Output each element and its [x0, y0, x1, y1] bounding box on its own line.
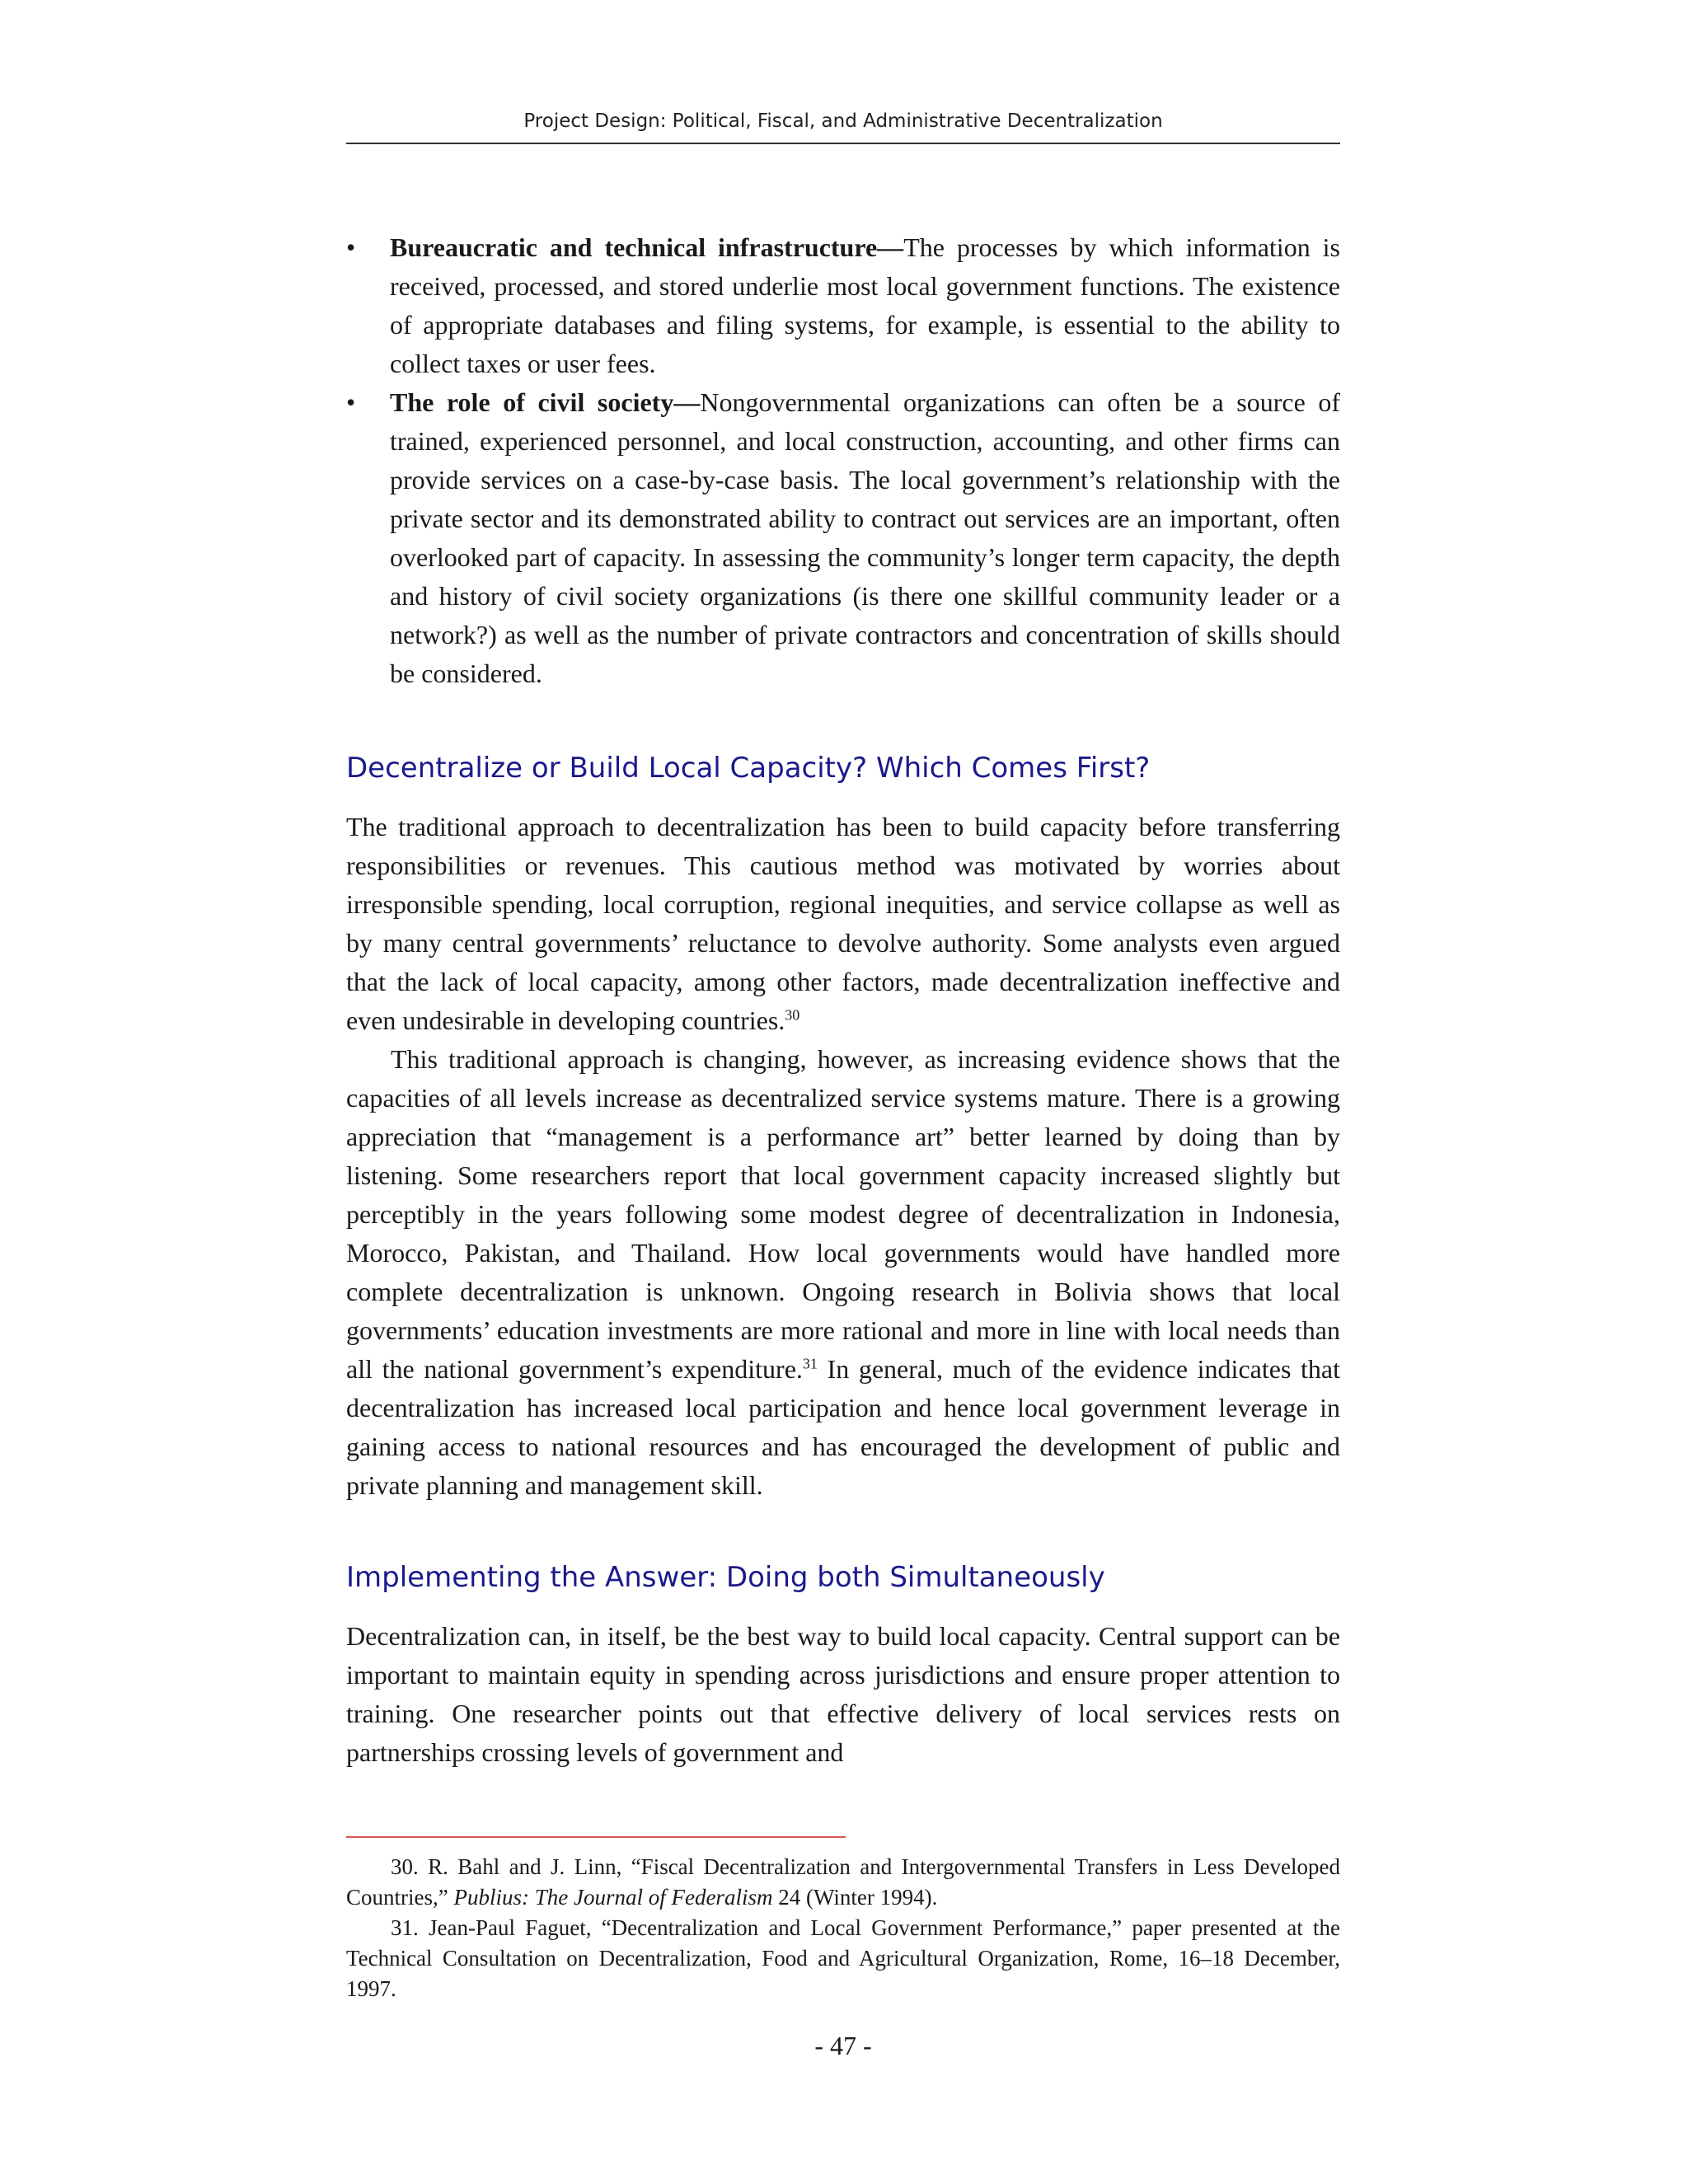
footnotes [346, 1852, 1340, 2004]
bullet-text: The processes by which information is received, processed, and stored underlie most local government functions. The existence of appropriate databases and filing systems, for example, is essential to the ability to collect taxes or user fees. [390, 232, 1341, 378]
footnote-30 [346, 1852, 1340, 1913]
paragraph-text: The traditional approach to decentralization has been to build capacity before transferring responsibilities or revenues. This cautious method was motivated by worries about irresponsible spending, local corruption, regional inequities, and service collapse as well as by many central governments’ reluctance to devolve authority. Some analysts even argued that the lack of local capacity, among other factors, made decentralization ineffective and even undesirable in developing countries. [346, 812, 1340, 1035]
bullet-term: Bureaucratic and technical infrastructure— [390, 232, 904, 262]
footnote-text: 30. R. Bahl and J. Linn, “Fiscal Decentralization and Intergovernmental Transfers in Less Developed Countries,” [346, 1854, 1340, 1910]
footnote-journal-title: Publius: The Journal of Federalism [453, 1885, 773, 1910]
footnote-text: 24 (Winter 1994). [772, 1885, 938, 1910]
header-rule [346, 143, 1340, 144]
bullet-text: Nongovernmental organizations can often be a source of trained, experienced personnel, and local construction, accounting, and other firms can provide services on a case-by-case basis. The local government’s relationship with the private sector and its demonstrated ability to contract out services are an important, often overlooked part of capacity. In assessing the community’s longer term capacity, the depth and history of civil society organizations (is there one skillful community leader or a network?) as well as the number of private contractors and concentration of skills should be considered. [390, 387, 1341, 688]
body-paragraph: Decentralization can, in itself, be the best way to build local capacity. Central support can be important to maintain equity in spending across jurisdictions and ensure proper attention to training. One researcher points out that effective delivery of local services rests on partnerships crossing levels of government and [346, 1621, 1340, 1767]
bullet-item-infrastructure [346, 228, 1340, 383]
running-head: Project Design: Political, Fiscal, and Administrative Decentralization [523, 110, 1163, 132]
bullet-term: The role of civil society— [390, 387, 701, 417]
footnote-text: 31. Jean-Paul Faguet, “Decentralization and Local Government Performance,” paper presented at the Technical Consultation on Decentralization, Food and Agricultural Organization, Rome, 16–18 December, 1997. [346, 1915, 1340, 2001]
section-heading-implementing: Implementing the Answer: Doing both Simultaneously [346, 1561, 1105, 1594]
bullet-icon: • [346, 387, 356, 417]
page-number: - 47 - [814, 2031, 872, 2060]
paragraph-text: This traditional approach is changing, however, as increasing evidence shows that the capacities of all levels increase as decentralized service systems mature. There is a growing appreciation that “management is a performance art” better learned by doing than by listening. Some researchers report that local government capacity increased slightly but perceptibly in the years following some modest degree of decentralization in Indonesia, Morocco, Pakistan, and Thailand. How local governments would have handled more complete decentralization is unknown. Ongoing research in Bolivia shows that local governments’ education investments are more rational and more in line with local needs than all the national government’s expenditure. [346, 1044, 1340, 1384]
footnote-31 [346, 1913, 1340, 2004]
section-heading-capacity: Decentralize or Build Local Capacity? Which Comes First? [346, 752, 1151, 785]
footnote-ref-31[interactable]: 31 [802, 1355, 818, 1372]
body-paragraph [346, 808, 1340, 1040]
bullet-list [346, 228, 1340, 693]
paragraph-text: In general, much of the evidence indicates that decentralization has increased local participation and hence local government leverage in gaining access to national resources and has encouraged the development of public and private planning and management skill. [346, 1354, 1341, 1500]
bullet-icon: • [346, 232, 356, 262]
body-paragraph [346, 1040, 1340, 1505]
footnote-ref-30[interactable]: 30 [785, 1006, 800, 1024]
bullet-item-civil-society [346, 383, 1340, 693]
footnote-rule [346, 1836, 846, 1838]
